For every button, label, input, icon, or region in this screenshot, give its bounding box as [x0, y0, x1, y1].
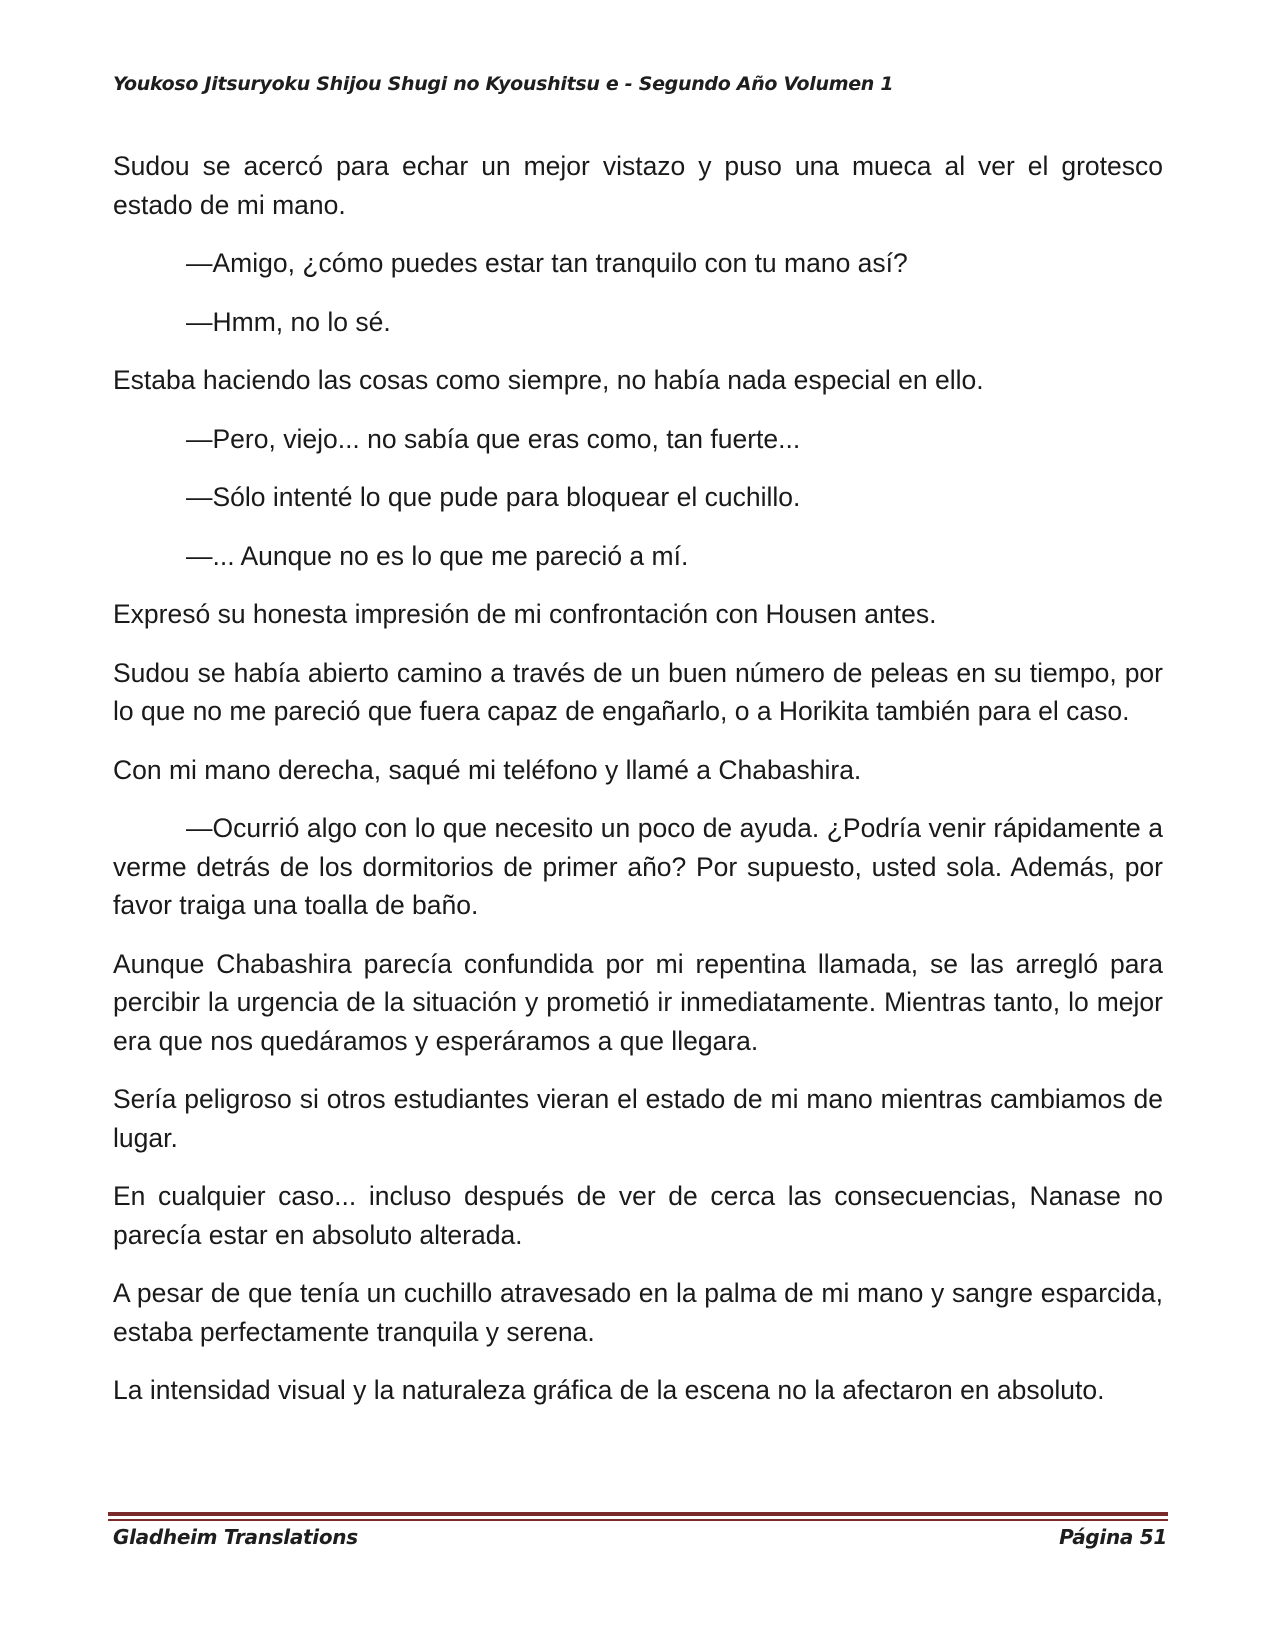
- paragraph: La intensidad visual y la naturaleza gráfica de la escena no la afectaron en absoluto.: [113, 1375, 1105, 1405]
- dialog-paragraph: —... Aunque no es lo que me pareció a mí.: [186, 540, 689, 571]
- footer-publisher: Gladheim Translations: [113, 1525, 358, 1549]
- dialog-paragraph: —Pero, viejo... no sabía que eras como, tan fuerte...: [186, 423, 801, 454]
- footer-divider-thick: [108, 1512, 1168, 1516]
- page-number: Página 51: [1059, 1525, 1167, 1549]
- paragraph: En cualquier caso... incluso después de ver de cerca las consecuencias, Nanase no parecía estar en absoluto alterada.: [113, 1181, 1163, 1250]
- paragraph: Sería peligroso si otros estudiantes vieran el estado de mi mano mientras cambiamos de lugar.: [113, 1084, 1163, 1153]
- footer-divider-thin: [108, 1519, 1168, 1521]
- dialog-paragraph: —Hmm, no lo sé.: [186, 306, 391, 337]
- dialog-paragraph: —Sólo intenté lo que pude para bloquear el cuchillo.: [186, 482, 801, 512]
- dialog-paragraph: —Amigo, ¿cómo puedes estar tan tranquilo con tu mano así?: [186, 248, 908, 278]
- paragraph: Con mi mano derecha, saqué mi teléfono y llamé a Chabashira.: [113, 754, 862, 785]
- paragraph: A pesar de que tenía un cuchillo atravesado en la palma de mi mano y sangre esparcida, estaba perfectamente tranquila y serena.: [113, 1278, 1163, 1347]
- paragraph: Sudou se acercó para echar un mejor vistazo y puso una mueca al ver el grotesco estado de mi mano.: [113, 151, 1163, 220]
- dialog-paragraph: —Ocurrió algo con lo que necesito un poco de ayuda. ¿Podría venir rápidamente a verme detrás de los dormitorios de primer año? Por supuesto, usted sola. Además, por favor traiga una toalla de baño.: [113, 813, 1163, 920]
- paragraph: Estaba haciendo las cosas como siempre, no había nada especial en ello.: [113, 365, 984, 395]
- paragraph: Aunque Chabashira parecía confundida por mi repentina llamada, se las arregló para percibir la urgencia de la situación y prometió ir inmediatamente. Mientras tanto, lo mejor era que nos quedáramos y esperáramos a que llegara.: [113, 948, 1163, 1056]
- paragraph: Expresó su honesta impresión de mi confrontación con Housen antes.: [113, 599, 937, 629]
- running-header: Youkoso Jitsuryoku Shijou Shugi no Kyoushitsu e - Segundo Año Volumen 1: [113, 73, 894, 95]
- page-body: [113, 147, 1163, 1430]
- paragraph: Sudou se había abierto camino a través de un buen número de peleas en su tiempo, por lo que no me pareció que fuera capaz de engañarlo, o a Horikita también para el caso.: [113, 657, 1163, 726]
